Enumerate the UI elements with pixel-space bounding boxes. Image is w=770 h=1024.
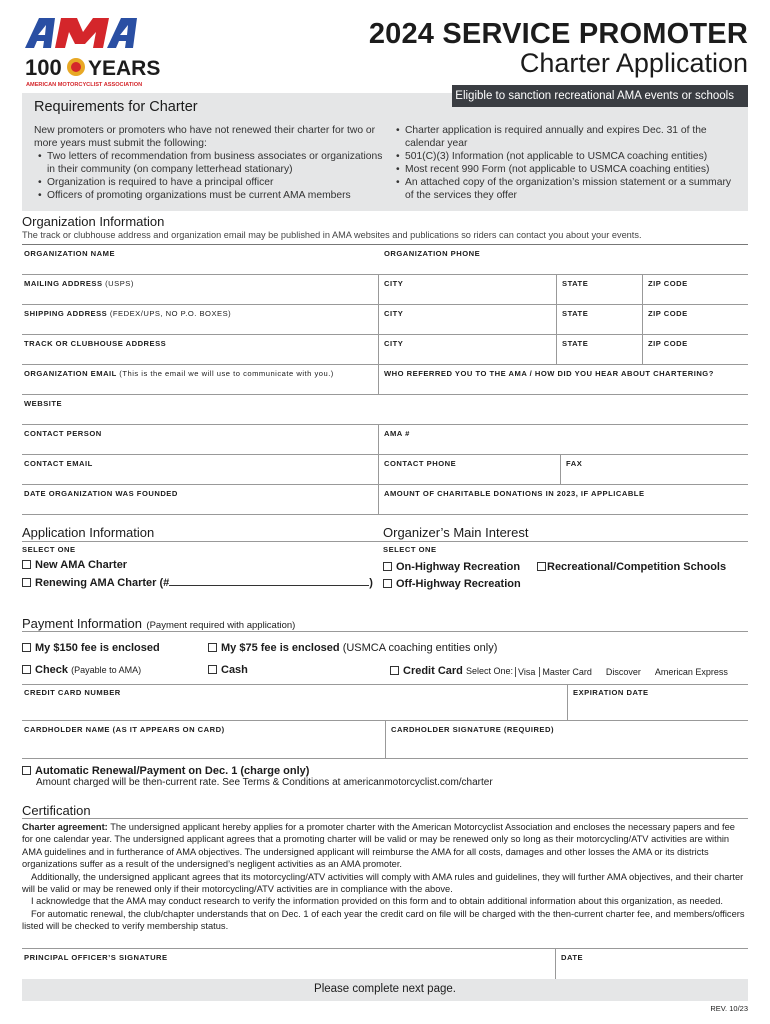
referral-field[interactable]: WHO REFERRED YOU TO THE AMA / HOW DID YOU HEAR ABOUT CHARTERING? xyxy=(378,365,748,395)
cert-paragraph: I acknowledge that the AMA may conduct research to verify the information provided on this form and to obtain additional information about this organization, as needed. xyxy=(31,896,723,907)
card-mastercard[interactable]: Master Card xyxy=(539,667,592,677)
track-city-field[interactable]: CITY xyxy=(378,335,556,365)
auto-renewal-option[interactable]: Automatic Renewal/Payment on Dec. 1 (charge only) xyxy=(22,765,309,777)
checkbox-icon[interactable] xyxy=(390,666,399,675)
logo-years: YEARS xyxy=(88,57,161,80)
checkbox-icon[interactable] xyxy=(22,665,31,674)
card-type-options xyxy=(515,667,728,677)
track-row xyxy=(22,335,748,365)
requirement-item: • Two letters of recommendation from business associates or organizations in their community (on company letterhead stationary) xyxy=(34,150,384,176)
cert-paragraph: Additionally, the undersigned applicant agrees that its motorcycling/ATV activities will comply with AMA rules and guidelines, they will further AMA objectives, and their charter will be valid or may be renewed only if their motorcycling/ATV activities are in compliance with the above. xyxy=(22,871,744,895)
cert-paragraph: For automatic renewal, the club/chapter understands that on Dec. 1 of each year the credit card on file will be charged with the then-current charter fee, and members/officers listed will be checked to verify membership status. xyxy=(22,908,745,932)
requirements-right xyxy=(392,124,737,202)
track-state-field[interactable]: STATE xyxy=(556,335,642,365)
check-option[interactable]: Check (Payable to AMA) xyxy=(22,664,141,676)
application-select-one: SELECT ONE xyxy=(22,545,76,554)
checkbox-icon[interactable] xyxy=(383,562,392,571)
org-email-row xyxy=(22,365,748,395)
org-phone-field[interactable]: ORGANIZATION PHONE xyxy=(384,249,481,258)
schools-option[interactable]: Recreational/Competition Schools xyxy=(537,561,726,573)
mailing-zip-field[interactable]: ZIP CODE xyxy=(642,275,748,305)
shipping-row xyxy=(22,305,748,335)
requirement-item: • 501(C)(3) Information (not applicable to USMCA coaching entities) xyxy=(392,150,737,163)
card-visa[interactable]: Visa xyxy=(515,667,535,677)
shipping-state-field[interactable]: STATE xyxy=(556,305,642,335)
auto-renewal-note: Amount charged will be then-current rate. See Terms & Conditions at americanmotorcyclist.com/charter xyxy=(36,777,493,788)
fax-field[interactable]: FAX xyxy=(560,455,748,485)
fee-75-option[interactable]: My $75 fee is enclosed (USMCA coaching entities only) xyxy=(208,642,497,654)
requirements-title: Requirements for Charter xyxy=(34,99,198,115)
checkbox-icon[interactable] xyxy=(22,643,31,652)
card-number-row xyxy=(22,684,748,721)
mailing-city-field[interactable]: CITY xyxy=(378,275,556,305)
requirement-item: • Charter application is required annually and expires Dec. 31 of the calendar year xyxy=(392,124,737,150)
cert-paragraph: Charter agreement: The undersigned applicant hereby applies for a promoter charter with the American Motorcyclist Association and encloses the necessary papers and fee for one calendar year. The undersigned applicant agrees that a promoting charter will be valid or may be renewed only so long as their motorcycling/ATV activities are within AMA guidelines and in furtherance of AMA objectives. The undersigned applicant will reimburse the AMA for all costs, damages and other losses the AMA or its districts organizations suffer as a result of the undersigned’s negligent activities as an AMA promoter. xyxy=(22,822,735,870)
card-amex[interactable]: American Express xyxy=(654,667,728,677)
org-info-title: Organization Information xyxy=(22,214,165,229)
cardholder-row xyxy=(22,721,748,759)
ama-number-field[interactable]: AMA # xyxy=(378,425,748,455)
contact-person-field[interactable]: CONTACT PERSON xyxy=(24,429,102,438)
donations-field[interactable]: AMOUNT OF CHARITABLE DONATIONS IN 2023, IF APPLICABLE xyxy=(378,485,748,515)
divider xyxy=(22,541,748,542)
checkbox-icon[interactable] xyxy=(22,560,31,569)
requirement-item: • Organization is required to have a principal officer xyxy=(34,176,384,189)
cardholder-name-field[interactable]: CARDHOLDER NAME (AS IT APPEARS ON CARD) xyxy=(24,725,225,734)
eligibility-banner: Eligible to sanction recreational AMA events or schools xyxy=(452,85,748,107)
renewing-charter-option[interactable]: Renewing AMA Charter (# ) xyxy=(22,577,373,589)
mailing-state-field[interactable]: STATE xyxy=(556,275,642,305)
charter-number-input[interactable] xyxy=(169,577,369,586)
website-field[interactable]: WEBSITE xyxy=(24,399,63,408)
payment-title: Payment Information xyxy=(22,616,142,631)
website-row xyxy=(22,395,748,425)
requirement-item: • Most recent 990 Form (not applicable to USMCA coaching entities) xyxy=(392,163,737,176)
shipping-zip-field[interactable]: ZIP CODE xyxy=(642,305,748,335)
requirement-item: • Officers of promoting organizations must be current AMA members xyxy=(34,189,384,202)
cash-option[interactable]: Cash xyxy=(208,664,248,676)
divider xyxy=(22,818,748,819)
org-name-field[interactable]: ORGANIZATION NAME xyxy=(24,249,116,258)
logo-org: AMERICAN MOTORCYCLIST ASSOCIATION xyxy=(26,82,143,88)
card-discover[interactable]: Discover xyxy=(605,667,641,677)
contact-email-row xyxy=(22,455,748,485)
application-info-title: Application Information xyxy=(22,525,155,540)
checkbox-icon[interactable] xyxy=(208,643,217,652)
divider xyxy=(22,631,748,632)
cardholder-signature-field[interactable]: CARDHOLDER SIGNATURE (REQUIRED) xyxy=(385,721,748,759)
checkbox-icon[interactable] xyxy=(383,579,392,588)
contact-phone-field[interactable]: CONTACT PHONE xyxy=(378,455,560,485)
certification-title: Certification xyxy=(22,803,91,818)
payment-note: (Payment required with application) xyxy=(146,620,296,631)
contact-email-field[interactable]: CONTACT EMAIL xyxy=(24,459,93,468)
ama-logo xyxy=(25,14,170,92)
signature-date-field[interactable]: DATE xyxy=(555,949,748,979)
checkbox-icon[interactable] xyxy=(22,578,31,587)
requirements-intro: New promoters or promoters who have not renewed their charter for two or more years must submit the following: xyxy=(34,125,376,149)
org-email-field[interactable]: ORGANIZATION EMAIL (This is the email we will use to communicate with you.) xyxy=(24,369,334,378)
track-address-field[interactable]: TRACK OR CLUBHOUSE ADDRESS xyxy=(24,339,167,348)
revision-label: REV. 10/23 xyxy=(710,1004,748,1013)
date-founded-field[interactable]: DATE ORGANIZATION WAS FOUNDED xyxy=(24,489,178,498)
shipping-city-field[interactable]: CITY xyxy=(378,305,556,335)
org-name-row xyxy=(22,245,748,275)
page-title: 2024 SERVICE PROMOTER xyxy=(368,18,748,50)
checkbox-icon[interactable] xyxy=(22,766,31,775)
credit-card-option[interactable]: Credit Card Select One: xyxy=(390,665,513,677)
org-info-grid xyxy=(22,244,748,514)
interest-select-one: SELECT ONE xyxy=(383,545,437,554)
officer-signature-field[interactable]: PRINCIPAL OFFICER’S SIGNATURE xyxy=(24,953,168,962)
signature-row xyxy=(22,948,748,978)
checkbox-icon[interactable] xyxy=(537,562,546,571)
off-highway-option[interactable]: Off-Highway Recreation xyxy=(383,578,521,590)
contact-person-row xyxy=(22,425,748,455)
mailing-row xyxy=(22,275,748,305)
shipping-address-field[interactable]: SHIPPING ADDRESS (FEDEX/UPS, NO P.O. BOXES) xyxy=(24,309,232,318)
page-subtitle: Charter Application xyxy=(519,48,748,78)
founded-row xyxy=(22,485,748,515)
card-number-field[interactable]: CREDIT CARD NUMBER xyxy=(24,688,121,697)
new-charter-option[interactable]: New AMA Charter xyxy=(22,559,127,571)
certification-text xyxy=(22,821,748,933)
track-zip-field[interactable]: ZIP CODE xyxy=(642,335,748,365)
main-interest-title: Organizer’s Main Interest xyxy=(383,525,529,540)
next-page-banner: Please complete next page. xyxy=(22,979,748,1001)
expiration-field[interactable]: EXPIRATION DATE xyxy=(567,684,748,721)
requirement-item: • An attached copy of the organization’s mission statement or a summary of the services they offer xyxy=(392,176,737,202)
logo-centennial: 100 xyxy=(25,55,62,80)
checkbox-icon[interactable] xyxy=(208,665,217,674)
on-highway-option[interactable]: On-Highway Recreation xyxy=(383,561,520,573)
fee-150-option[interactable]: My $150 fee is enclosed xyxy=(22,642,160,654)
mailing-address-field[interactable]: MAILING ADDRESS (USPS) xyxy=(24,279,134,288)
requirements-left xyxy=(34,124,384,202)
org-info-note: The track or clubhouse address and organization email may be published in AMA websites and publications so riders can contact you about your events. xyxy=(22,230,642,240)
